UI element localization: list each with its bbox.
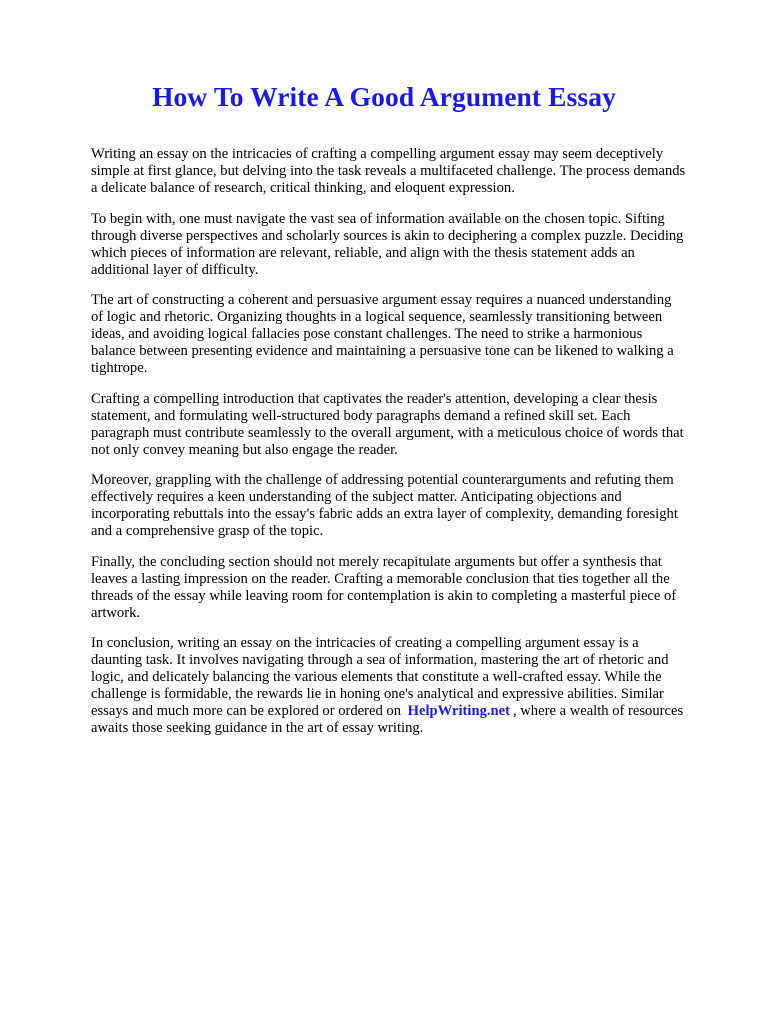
text-line: logic, and delicately balancing the various elements that constitute a well-crafted essay. While the [91,669,662,685]
text-line: which pieces of information are relevant, reliable, and align with the thesis statement adds an [91,244,635,261]
text-line: and a comprehensive grasp of the topic. [91,523,324,539]
text-line: paragraph must contribute seamlessly to the overall argument, with a meticulous choice of words that [91,424,684,441]
text-after-link: , where a wealth of resources [512,703,684,719]
paragraph-4 [91,391,723,459]
paragraph-1 [91,146,723,197]
text-line: additional layer of difficulty. [91,261,259,278]
paragraph-7 [91,635,723,737]
text-line: ideas, and avoiding logical fallacies pose constant challenges. The need to strike a harmonious [91,326,643,342]
text-line: threads of the essay while leaving room for contemplation is akin to completing a masterful piece of [91,587,677,604]
paragraph-5 [91,472,723,540]
text-line: Moreover, grappling with the challenge of addressing potential counterarguments and refuting them [91,472,674,488]
text-line: Writing an essay on the intricacies of crafting a compelling argument essay may seem deceptively [91,146,664,162]
text-line: artwork. [91,604,141,621]
text-line: statement, and formulating well-structured body paragraphs demand a refined skill set. Each [91,407,631,424]
text-line: effectively requires a keen understanding of the subject matter. Anticipating objections and [91,489,622,505]
helpwriting-link[interactable]: HelpWriting.net [407,703,510,719]
paragraph-2 [91,211,723,279]
text-line: awaits those seeking guidance in the art of essay writing. [91,720,424,736]
text-line: To begin with, one must navigate the vast sea of information available on the chosen topic. Sifting [91,210,665,227]
text-line: Crafting a compelling introduction that captivates the reader's attention, developing a clear thesis [91,390,658,407]
text-line-with-link [91,703,723,720]
paragraph-3 [91,292,723,377]
page-title: How To Write A Good Argument Essay [152,81,616,112]
text-line: leaves a lasting impression on the reader. Crafting a memorable conclusion that ties together all the [91,570,670,587]
text-line: In conclusion, writing an essay on the intricacies of creating a compelling argument essay is a [91,635,639,651]
text-line: The art of constructing a coherent and persuasive argument essay requires a nuanced understanding [91,292,672,308]
essay-body [91,146,723,751]
text-line: through diverse perspectives and scholarly sources is akin to deciphering a complex puzzle. Deciding [91,227,684,244]
text-line: challenge is formidable, the rewards lie in honing one's analytical and expressive abilities. Similar [91,686,664,702]
text-line: balance between presenting evidence and maintaining a persuasive tone can be likened to walking a [91,343,674,359]
text-line: not only convey meaning but also engage the reader. [91,441,398,458]
text-line: tightrope. [91,360,148,376]
text-line: daunting task. It involves navigating through a sea of information, mastering the art of rhetoric and [91,652,669,668]
text-line: Finally, the concluding section should not merely recapitulate arguments but offer a synthesis that [91,553,662,570]
text-before-link: essays and much more can be explored or ordered on [91,703,402,719]
text-line: incorporating rebuttals into the essay's fabric adds an extra layer of complexity, demanding foresight [91,506,678,522]
text-line: a delicate balance of research, critical thinking, and eloquent expression. [91,180,515,196]
paragraph-6 [91,554,723,622]
text-line: simple at first glance, but delving into the task reveals a multifaceted challenge. The process demands [91,163,686,179]
text-line: of logic and rhetoric. Organizing thoughts in a logical sequence, seamlessly transitioning between [91,309,663,325]
